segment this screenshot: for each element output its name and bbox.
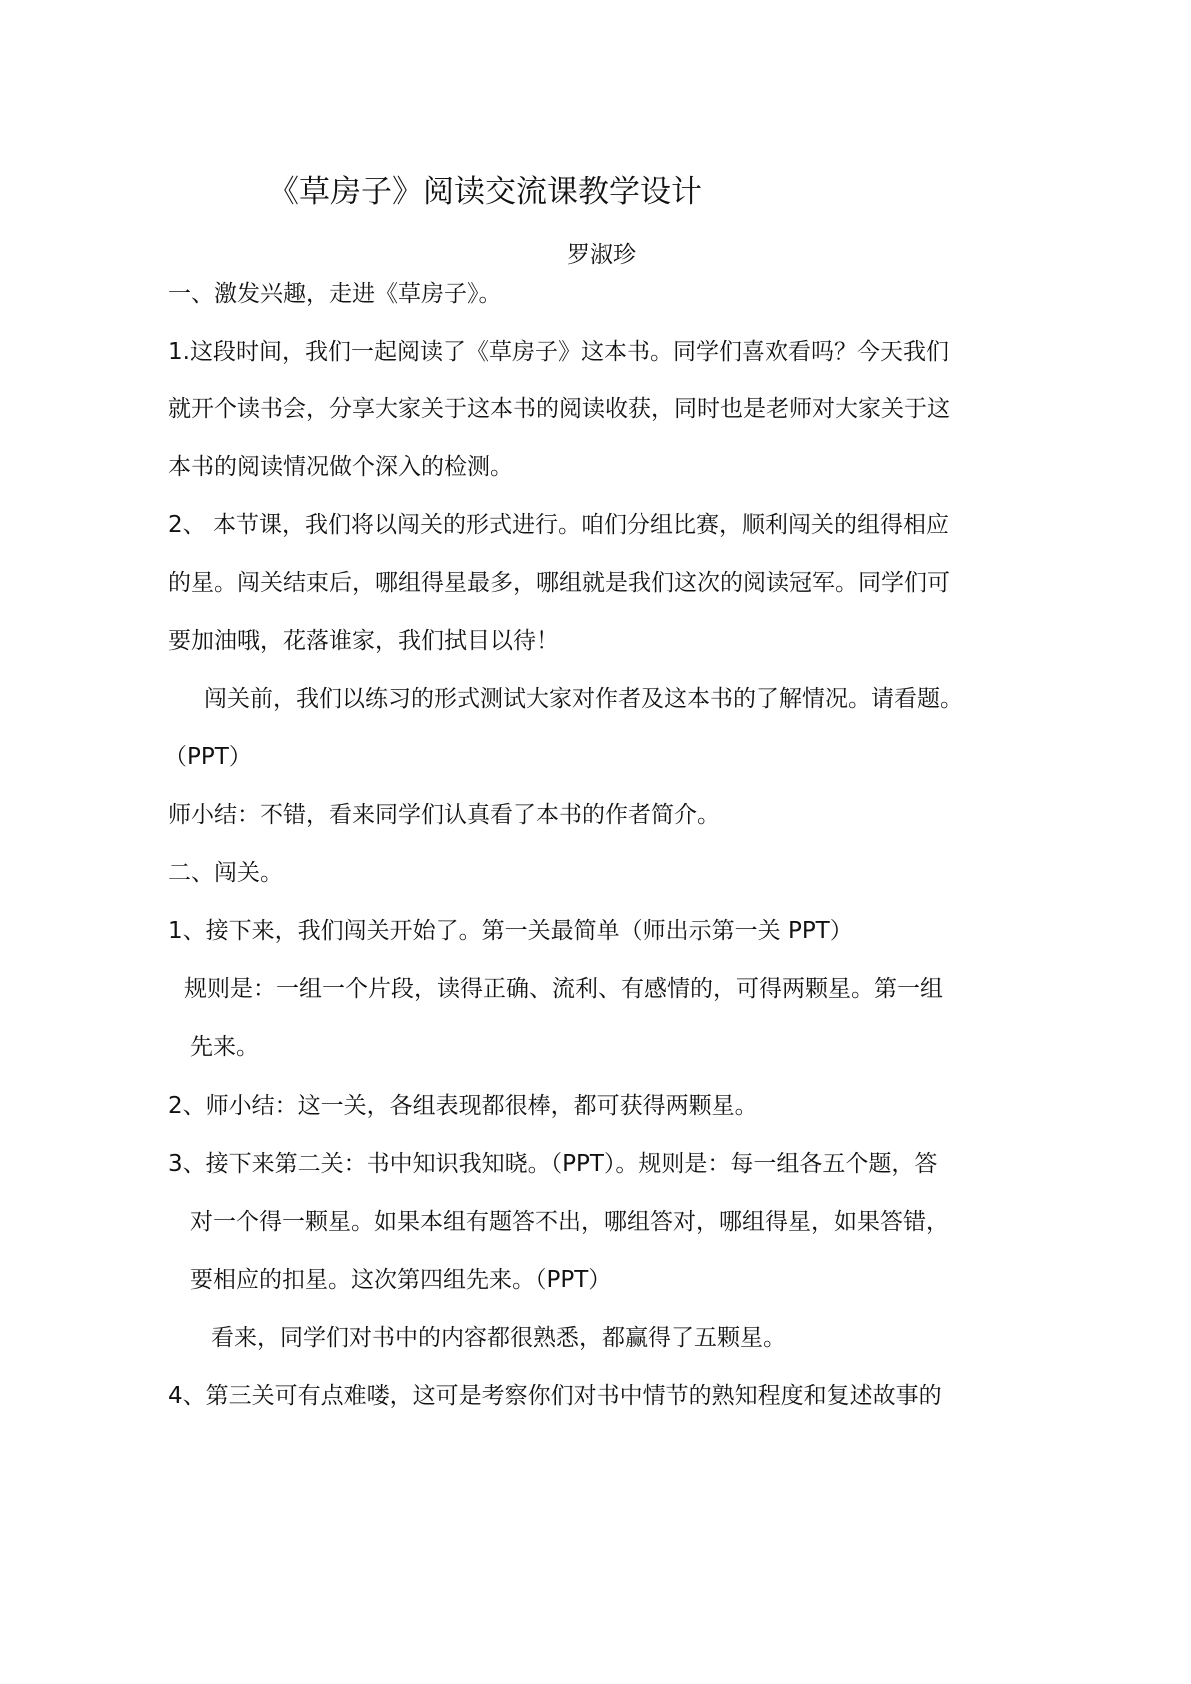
author-name: 罗淑珍	[567, 242, 636, 268]
paragraph-line: 4、第三关可有点难喽，这可是考察你们对书中情节的熟知程度和复述故事的	[168, 1383, 942, 1409]
paragraph-line: 要加油哦，花落谁家，我们拭目以待！	[168, 628, 559, 654]
paragraph-line: 要相应的扣星。这次第四组先来。（PPT）	[190, 1267, 612, 1293]
section-heading: 一、激发兴趣，走进《草房子》。	[168, 281, 502, 307]
paragraph-line: 本书的阅读情况做个深入的检测。	[168, 454, 513, 480]
paragraph-line: 闯关前，我们以练习的形式测试大家对作者及这本书的了解情况。请看题。	[204, 686, 963, 712]
paragraph-line: 2、 本节课，我们将以闯关的形式进行。咱们分组比赛，顺利闯关的组得相应	[168, 512, 949, 538]
paragraph-line: 师小结：不错，看来同学们认真看了本书的作者简介。	[168, 802, 720, 828]
paragraph-line: 规则是：一组一个片段，读得正确、流利、有感情的，可得两颗星。第一组	[184, 976, 943, 1002]
paragraph-line: 的星。闯关结束后，哪组得星最多，哪组就是我们这次的阅读冠军。同学们可	[168, 570, 950, 596]
paragraph-line: 3、接下来第二关：书中知识我知晓。（PPT）。规则是：每一组各五个题，答	[168, 1151, 938, 1177]
section-heading: 二、闯关。	[168, 860, 283, 886]
paragraph-line: 2、师小结：这一关，各组表现都很棒，都可获得两颗星。	[168, 1093, 758, 1119]
document-title: 《草房子》阅读交流课教学设计	[268, 174, 702, 210]
paragraph-line: 看来，同学们对书中的内容都很熟悉，都赢得了五颗星。	[211, 1325, 786, 1351]
paragraph-line: 先来。	[190, 1034, 259, 1060]
paragraph-line: 1、接下来，我们闯关开始了。第一关最简单（师出示第一关 PPT）	[168, 918, 853, 944]
paragraph-line: 1.这段时间，我们一起阅读了《草房子》这本书。同学们喜欢看吗？今天我们	[168, 339, 949, 365]
paragraph-line: 就开个读书会，分享大家关于这本书的阅读收获，同时也是老师对大家关于这	[168, 396, 950, 422]
paragraph-line: （PPT）	[164, 744, 252, 770]
paragraph-line: 对一个得一颗星。如果本组有题答不出，哪组答对，哪组得星，如果答错，	[190, 1209, 949, 1235]
